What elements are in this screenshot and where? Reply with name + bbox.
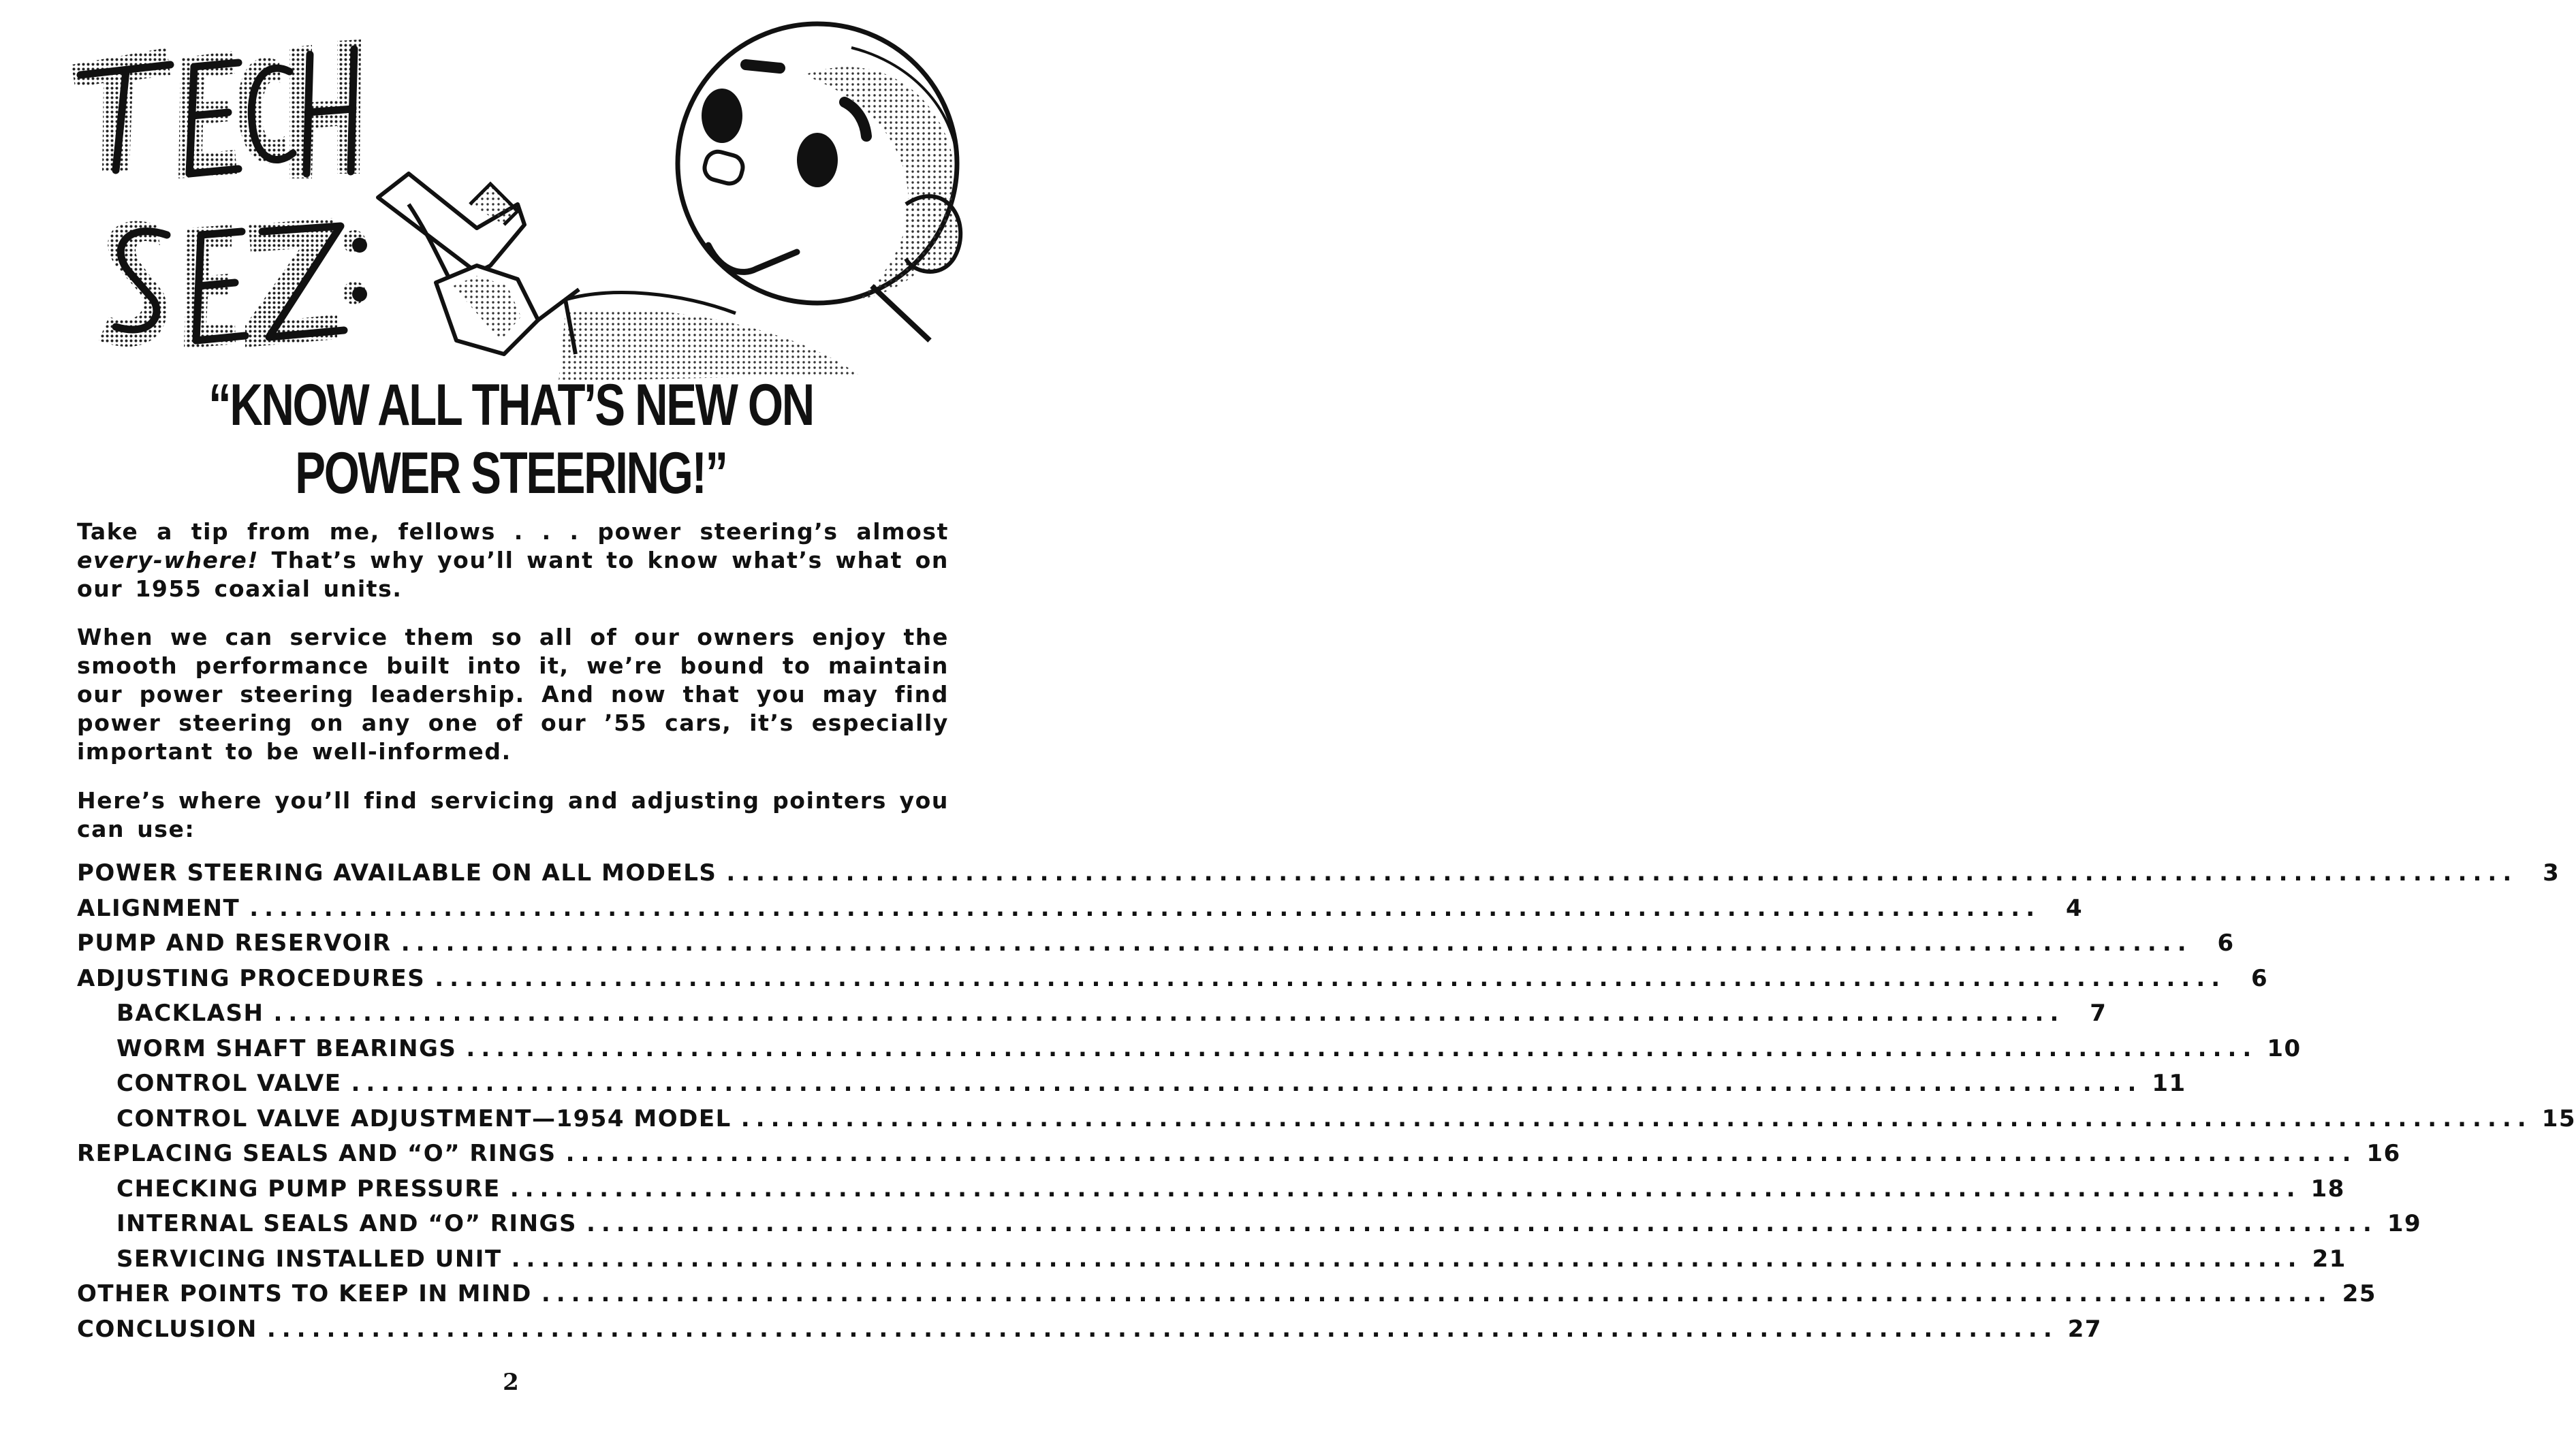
page-number: 2 (503, 1369, 519, 1396)
toc-leader-dots: ........................................................................................................................ (273, 1000, 2065, 1027)
toc-entry (77, 1280, 2377, 1316)
toc-entry-title: REPLACING SEALS AND “O” RINGS (77, 1140, 556, 1167)
toc-leader-dots: ........................................................................................................................ (466, 1034, 2258, 1062)
toc-entry (77, 859, 2560, 895)
toc-entry-page: 4 (2065, 894, 2084, 922)
toc-leader-dots: ........................................................................................................................ (586, 1210, 2378, 1237)
intro-paragraph-1-text-b: That’s why you’ll want to know what’s what on our 1955 coaxial units. (77, 547, 949, 602)
toc-entry-page: 6 (2217, 930, 2235, 957)
toc-entry-page: 11 (2152, 1070, 2186, 1097)
toc-entry (77, 1000, 2107, 1035)
mascot-character-icon (378, 24, 960, 381)
toc-entry-page: 19 (2387, 1210, 2422, 1237)
toc-entry-title: PUMP AND RESERVOIR (77, 930, 392, 957)
toc-leader-dots: ........................................................................................................................ (511, 1245, 2303, 1273)
toc-entry-page: 7 (2090, 1000, 2107, 1027)
toc-entry-title: INTERNAL SEALS AND “O” RINGS (116, 1210, 577, 1237)
toc-leader-dots: ........................................................................................................................ (509, 1175, 2302, 1203)
toc-entry (77, 1175, 2345, 1211)
headline-line-1: “KNOW ALL THAT’S NEW ON (208, 372, 813, 438)
table-of-contents (77, 859, 2576, 1350)
intro-paragraph-1 (77, 518, 949, 603)
toc-entry (77, 1140, 2401, 1175)
intro-paragraph-1-emphasis: every-where! (77, 547, 260, 573)
toc-entry-title: CONTROL VALVE ADJUSTMENT—1954 MODEL (116, 1105, 732, 1132)
toc-entry-title: WORM SHAFT BEARINGS (116, 1034, 457, 1062)
toc-entry-page: 6 (2250, 964, 2269, 992)
intro-paragraph-1-text-a: Take a tip from me, fellows . . . power steering’s almost (77, 518, 949, 545)
toc-entry (77, 964, 2269, 1000)
toc-entry-title: BACKLASH (116, 1000, 264, 1027)
toc-entry-page: 16 (2366, 1140, 2401, 1167)
intro-paragraph-3: Here’s where you’ll find servicing and adjusting pointers you can use: (77, 787, 949, 842)
tech-sez-logo (72, 39, 367, 349)
toc-entry (77, 1245, 2346, 1281)
intro-paragraph-2: When we can service them so all of our owners enjoy the smooth performance built into it, we’re bound to maintain our power steering leadership. And now that you may find power steering on any one of our ’55 cars, it’s especially important to be well-informed. (77, 624, 949, 765)
toc-leader-dots: ........................................................................................................................ (249, 894, 2041, 922)
toc-entry-title: ADJUSTING PROCEDURES (77, 964, 426, 992)
masthead (0, 0, 1022, 392)
toc-entry (77, 930, 2235, 965)
toc-entry (77, 1034, 2302, 1070)
headline (112, 371, 909, 507)
toc-entry-title: SERVICING INSTALLED UNIT (116, 1245, 502, 1273)
toc-entry-title: POWER STEERING AVAILABLE ON ALL MODELS (77, 859, 717, 887)
toc-leader-dots: ........................................................................................................................ (266, 1315, 2058, 1343)
toc-entry (77, 1070, 2186, 1105)
toc-entry-title: CONTROL VALVE (116, 1070, 342, 1097)
toc-entry-page: 27 (2067, 1315, 2103, 1343)
masthead-art (0, 0, 1022, 392)
toc-leader-dots: ........................................................................................................................ (541, 1280, 2333, 1307)
toc-entry (77, 1315, 2103, 1351)
toc-leader-dots: ........................................................................................................................ (435, 964, 2227, 992)
toc-entry (77, 1210, 2422, 1245)
toc-entry-title: ALIGNMENT (77, 894, 240, 922)
toc-entry (77, 1105, 2576, 1141)
toc-entry-page: 21 (2312, 1245, 2346, 1273)
toc-leader-dots: ........................................................................................................................ (740, 1105, 2532, 1132)
toc-entry-title: CONCLUSION (77, 1315, 257, 1343)
toc-entry-title: CHECKING PUMP PRESSURE (116, 1175, 501, 1203)
toc-entry-page: 3 (2543, 859, 2560, 887)
toc-entry-title: OTHER POINTS TO KEEP IN MIND (77, 1280, 532, 1307)
toc-entry (77, 894, 2084, 930)
toc-entry-page: 15 (2541, 1105, 2576, 1132)
toc-leader-dots: ........................................................................................................................ (726, 859, 2518, 887)
toc-leader-dots: ........................................................................................................................ (565, 1140, 2357, 1167)
headline-line-2: POWER STEERING!” (295, 441, 727, 506)
toc-leader-dots: ........................................................................................................................ (400, 930, 2193, 957)
toc-leader-dots: ........................................................................................................................ (351, 1070, 2143, 1097)
toc-entry-page: 25 (2342, 1280, 2377, 1307)
toc-entry-page: 10 (2267, 1034, 2302, 1062)
toc-entry-page: 18 (2310, 1175, 2345, 1203)
